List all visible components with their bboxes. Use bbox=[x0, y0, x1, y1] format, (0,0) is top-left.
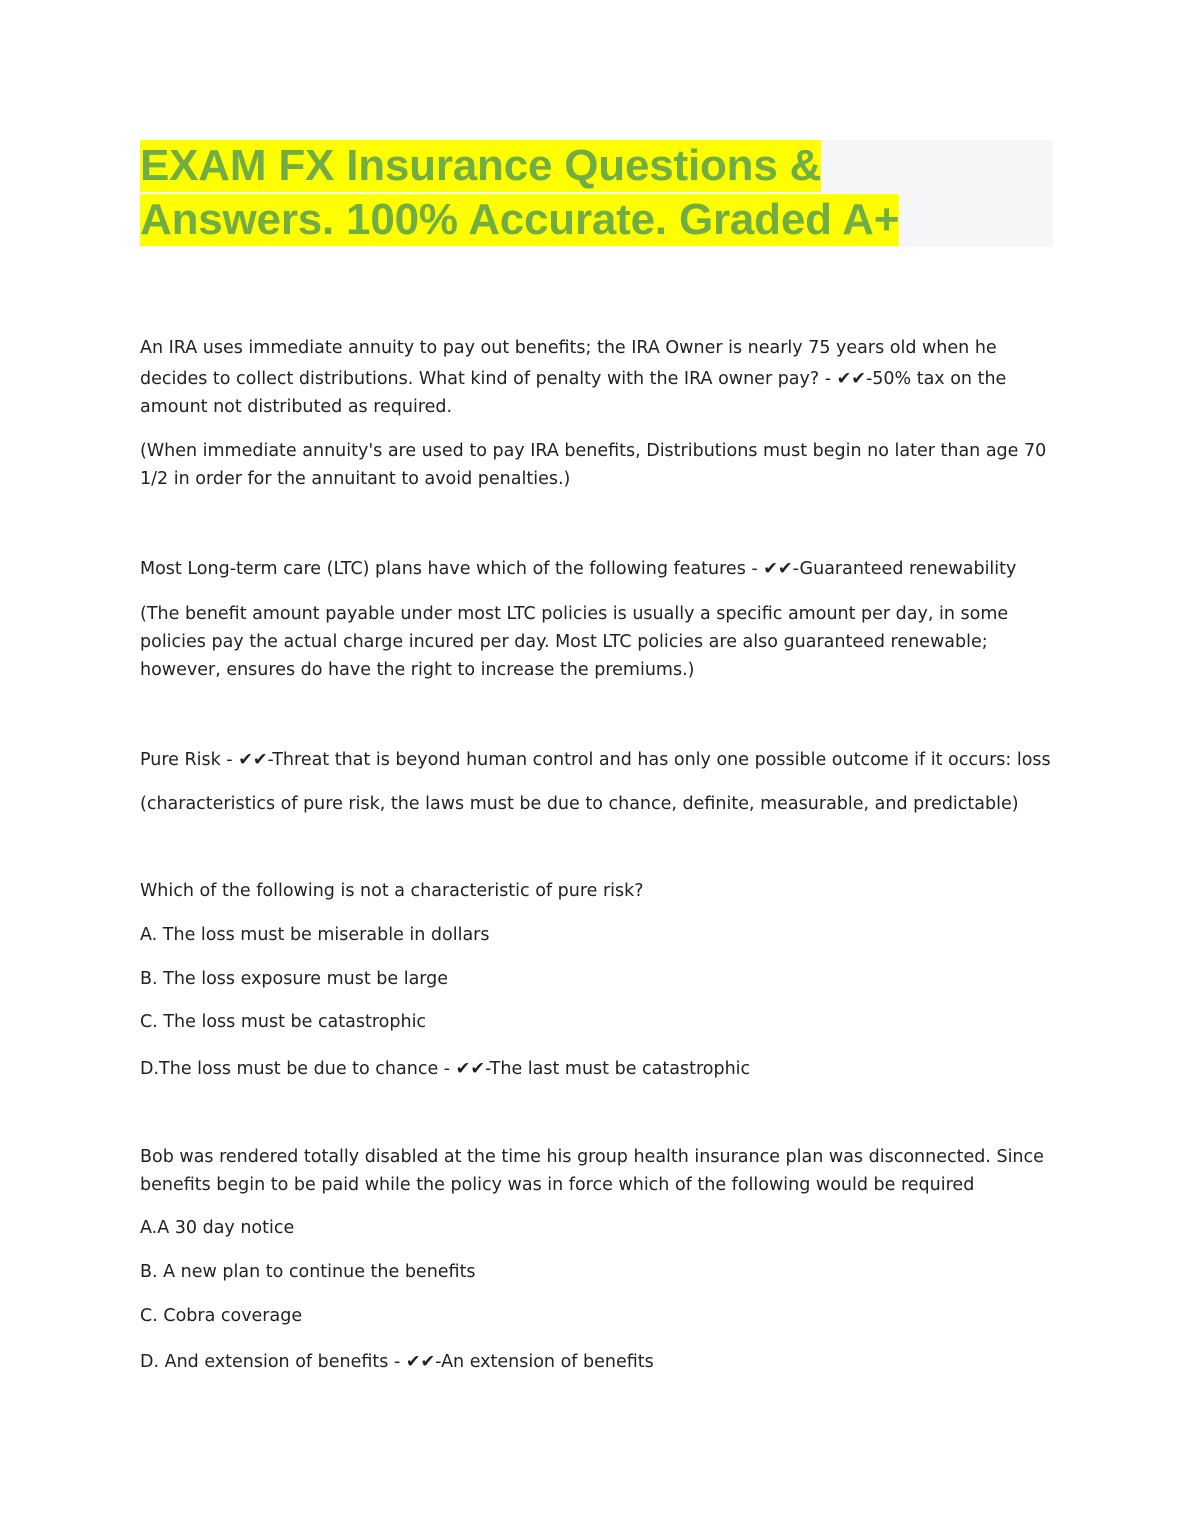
question-4-line-1: Which of the following is not a characteristic of pure risk? bbox=[140, 881, 644, 901]
question-2-explanation-line-2: policies pay the actual charge incured per day. Most LTC policies are also guaranteed renewable; bbox=[140, 632, 988, 652]
question-1-explanation-line-2: 1/2 in order for the annuitant to avoid penalties.) bbox=[140, 469, 571, 489]
question-4-option-d: D.The loss must be due to chance - ✔✔-The last must be catastrophic bbox=[140, 1059, 751, 1079]
question-1-line-2: decides to collect distributions. What kind of penalty with the IRA owner pay? - ✔✔-50% tax on the bbox=[140, 369, 1007, 389]
question-3-explanation-line-1: (characteristics of pure risk, the laws must be due to chance, definite, measurable, and predictable) bbox=[140, 794, 1019, 814]
question-2-explanation-line-1: (The benefit amount payable under most LTC policies is usually a specific amount per day, in some bbox=[140, 604, 1009, 624]
question-1-explanation-line-1: (When immediate annuity's are used to pay IRA benefits, Distributions must begin no later than age 70 bbox=[140, 441, 1047, 461]
question-4-option-b: B. The loss exposure must be large bbox=[140, 969, 449, 989]
question-3-line-1: Pure Risk - ✔✔-Threat that is beyond human control and has only one possible outcome if it occurs: loss bbox=[140, 750, 1051, 770]
question-5-option-d: D. And extension of benefits - ✔✔-An extension of benefits bbox=[140, 1352, 654, 1372]
question-1-line-1: An IRA uses immediate annuity to pay out benefits; the IRA Owner is nearly 75 years old when he bbox=[140, 338, 997, 358]
question-5-line-2: benefits begin to be paid while the policy was in force which of the following would be required bbox=[140, 1175, 975, 1195]
title-block bbox=[140, 140, 1053, 247]
question-2-line-1: Most Long-term care (LTC) plans have which of the following features - ✔✔-Guaranteed renewability bbox=[140, 559, 1017, 579]
question-2-explanation-line-3: however, ensures do have the right to increase the premiums.) bbox=[140, 660, 695, 680]
question-4-option-c: C. The loss must be catastrophic bbox=[140, 1012, 427, 1032]
question-1-line-3: amount not distributed as required. bbox=[140, 397, 453, 417]
document-title-line-1: EXAM FX Insurance Questions & bbox=[140, 141, 822, 190]
question-5-line-1: Bob was rendered totally disabled at the time his group health insurance plan was disconnected. Since bbox=[140, 1147, 1044, 1167]
document-title-line-2: Answers. 100% Accurate. Graded A+ bbox=[140, 195, 900, 244]
question-5-option-c: C. Cobra coverage bbox=[140, 1306, 303, 1326]
question-5-option-b: B. A new plan to continue the benefits bbox=[140, 1262, 476, 1282]
question-4-option-a: A. The loss must be miserable in dollars bbox=[140, 925, 490, 945]
question-5-option-a: A.A 30 day notice bbox=[140, 1218, 295, 1238]
